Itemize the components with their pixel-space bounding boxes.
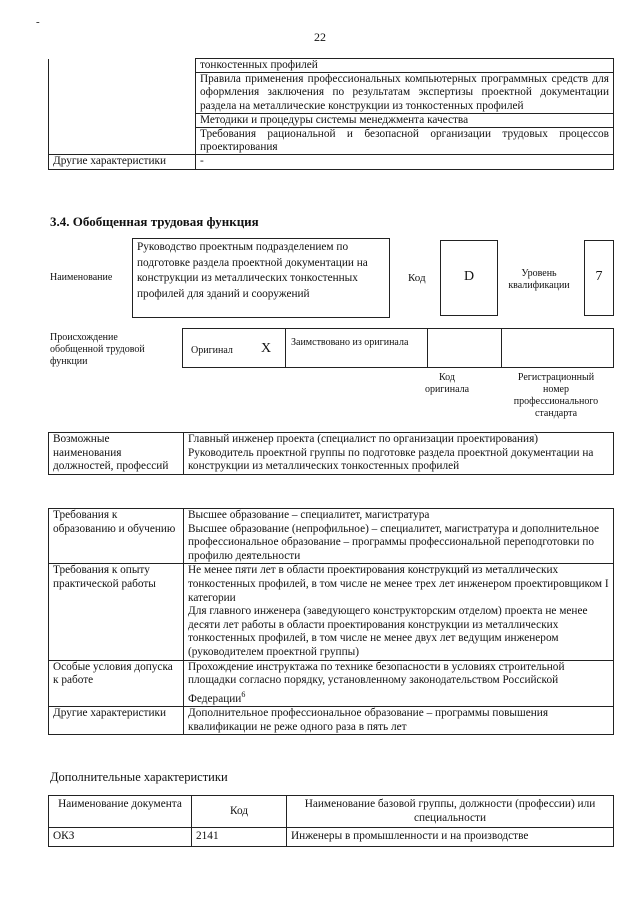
requirement-value: Прохождение инструктажа по технике безопасности в условиях строительной площадки согласно порядку, установленному законодательством Российской Федерации$^6$ [184, 660, 614, 707]
column-header: Наименование документа [49, 796, 192, 828]
requirement-label: Особые условия допуска к работе [49, 660, 184, 707]
table-cell: Инженеры в промышленности и на производстве [287, 828, 614, 847]
registration-number-caption: Регистрационный номер профессионального стандарта [513, 372, 599, 419]
other-characteristics-value: - [196, 155, 614, 169]
footnote-marker: 6 [241, 689, 246, 699]
positions-label: Возможные наименования должностей, профессий [49, 433, 184, 475]
borrowed-label: Заимствовано из оригинала [291, 337, 409, 348]
table-cell: Требования рациональной и безопасной организации трудовых процессов проектирования [196, 128, 614, 155]
code-box [440, 240, 498, 316]
requirement-value: Не менее пяти лет в области проектирования конструкций из металлических тонкостенных профилей, в том числе не менее трех лет инженером проектировщиком I категории Для главного инженера (заведующего конструкторским отделом) проекта не менее десяти лет работы в области проектирования конструкции из металлических тонкостенных профилей, в том числе не менее двух лет ведущим инженером (руководителем проектной группы) [184, 564, 614, 660]
table-cell: ОКЗ [49, 828, 192, 847]
requirement-label: Требования к опыту практической работы [49, 564, 184, 660]
requirement-label: Требования к образованию и обучению [49, 509, 184, 564]
table-row [49, 828, 614, 847]
table-row [49, 707, 614, 735]
original-label: Оригинал [191, 345, 233, 356]
additional-heading: Дополнительные характеристики [50, 770, 228, 784]
requirement-value: Высшее образование – специалитет, магистратура Высшее образование (непрофильное) – специалитет, магистратура и дополнительное профессиональное образование – программы профессиональной переподготовки по профилю деятельности [184, 509, 614, 564]
table-row [49, 660, 614, 707]
table-row [49, 59, 614, 73]
level-box [584, 240, 614, 316]
position-line: Главный инженер проекта (специалист по организации проектирования) [188, 433, 539, 445]
additional-table [48, 795, 614, 847]
code-original-caption: Код оригинала [424, 372, 470, 395]
table-row [49, 433, 614, 475]
origin-box [182, 328, 614, 368]
requirements-table [48, 508, 614, 735]
page-number: 22 [314, 30, 326, 44]
table-row [49, 155, 614, 169]
table-cell: 2141 [192, 828, 287, 847]
code-label: Код [408, 272, 426, 284]
column-header: Наименование базовой группы, должности (профессии) или специальности [287, 796, 614, 828]
name-label: Наименование [50, 272, 113, 283]
table-cell: Правила применения профессиональных компьютерных программных средств для оформления заключения по результатам экспертизы проектной документации раздела на металлические конструкции из тонкостенных профилей [196, 73, 614, 114]
code-value: D [463, 269, 475, 284]
knowledge-table [48, 58, 614, 170]
position-line: Руководитель проектной группы по подготовке раздела проектной документации на конструкции из металлических тонкостенных профилей [188, 446, 594, 473]
requirement-value: Дополнительное профессиональное образование – программы повышения квалификации не реже одного раза в пять лет [184, 707, 614, 735]
table-cell: тонкостенных профилей [196, 59, 614, 73]
level-label: Уровень квалификации [508, 268, 570, 291]
corner-mark: - [36, 16, 40, 28]
level-value: 7 [595, 269, 603, 284]
positions-table [48, 432, 614, 475]
column-header: Код [192, 796, 287, 828]
table-cell: Методики и процедуры системы менеджмента качества [196, 113, 614, 127]
table-row [49, 564, 614, 660]
positions-value [184, 433, 614, 475]
function-name-box: Руководство проектным подразделением по подготовке раздела проектной документации на конструкции из металлических тонкостенных профилей для зданий и сооружений [132, 238, 390, 318]
requirement-label: Другие характеристики [49, 707, 184, 735]
origin-label: Происхождение обобщенной трудовой функции [50, 332, 145, 367]
section-title: 3.4. Обобщенная трудовая функция [50, 214, 259, 229]
original-mark: X [261, 341, 272, 356]
table-header-row [49, 796, 614, 828]
other-characteristics-label: Другие характеристики [49, 155, 196, 169]
table-row [49, 509, 614, 564]
